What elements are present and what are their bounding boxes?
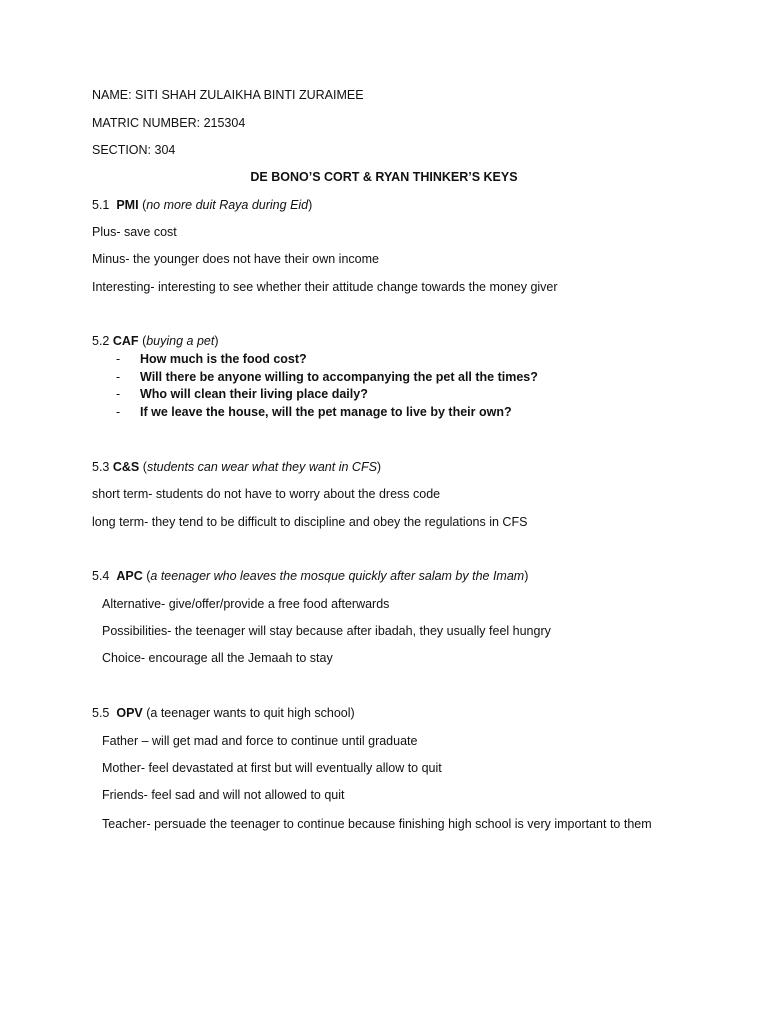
bullet-dash: -	[116, 405, 121, 419]
cs-short-term: short term- students do not have to worry about the dress code	[92, 487, 441, 501]
caf-item: How much is the food cost?	[140, 352, 307, 366]
tool-name: C&S	[112, 460, 140, 474]
section-number: SECTION: 304	[92, 143, 176, 157]
document-title: DE BONO’S CORT & RYAN THINKER’S KEYS	[250, 170, 518, 184]
pmi-plus: Plus- save cost	[92, 225, 177, 239]
section-number-label: 5.3	[92, 460, 110, 474]
tool-name: OPV	[116, 706, 143, 720]
section-number-label: 5.1	[92, 198, 110, 212]
student-name: NAME: SITI SHAH ZULAIKHA BINTI ZURAIMEE	[92, 88, 364, 102]
apc-alternative: Alternative- give/offer/provide a free food afterwards	[102, 597, 390, 611]
apc-choice: Choice- encourage all the Jemaah to stay	[102, 651, 333, 665]
section-topic: buying a pet	[146, 334, 215, 348]
opv-mother: Mother- feel devastated at first but will eventually allow to quit	[102, 761, 442, 775]
section-5-3-heading	[92, 460, 381, 475]
section-number-label: 5.5	[92, 706, 110, 720]
paren-open: (	[142, 198, 147, 212]
opv-friends: Friends- feel sad and will not allowed to quit	[102, 788, 345, 802]
caf-item: Will there be anyone willing to accompanying the pet all the times?	[140, 370, 538, 384]
paren-open: (	[142, 460, 147, 474]
paren-close: )	[376, 460, 382, 474]
section-5-2-heading	[92, 334, 219, 349]
section-topic: no more duit Raya during Eid	[146, 198, 309, 212]
section-topic: a teenager who leaves the mosque quickly after salam by the Imam	[150, 569, 525, 583]
tool-name: CAF	[112, 334, 139, 348]
section-5-1-heading	[92, 198, 312, 213]
section-topic: (a teenager wants to quit high school)	[146, 706, 355, 720]
bullet-dash: -	[116, 370, 121, 384]
apc-possibilities: Possibilities- the teenager will stay because after ibadah, they usually feel hungry	[102, 624, 551, 638]
bullet-dash: -	[116, 352, 121, 366]
caf-item: If we leave the house, will the pet manage to live by their own?	[140, 405, 512, 419]
cs-long-term: long term- they tend to be difficult to discipline and obey the regulations in CFS	[92, 515, 528, 529]
tool-name: APC	[116, 569, 143, 583]
caf-item: Who will clean their living place daily?	[140, 387, 368, 401]
section-topic: students can wear what they want in CFS	[146, 460, 377, 474]
pmi-interesting: Interesting- interesting to see whether their attitude change towards the money giver	[92, 280, 558, 294]
section-number-label: 5.4	[92, 569, 110, 583]
opv-teacher: Teacher- persuade the teenager to continue because finishing high school is very important to them	[102, 817, 652, 831]
paren-open: (	[146, 569, 151, 583]
section-5-4-heading	[92, 569, 528, 584]
bullet-dash: -	[116, 387, 121, 401]
paren-open: (	[142, 334, 147, 348]
section-number-label: 5.2	[92, 334, 110, 348]
paren-close: )	[524, 569, 529, 583]
paren-close: )	[308, 198, 313, 212]
tool-name: PMI	[116, 198, 139, 212]
paren-close: )	[214, 334, 219, 348]
matric-number: MATRIC NUMBER: 215304	[92, 116, 246, 130]
opv-father: Father – will get mad and force to continue until graduate	[102, 734, 418, 748]
pmi-minus: Minus- the younger does not have their own income	[92, 252, 379, 266]
section-5-5-heading	[92, 706, 355, 721]
